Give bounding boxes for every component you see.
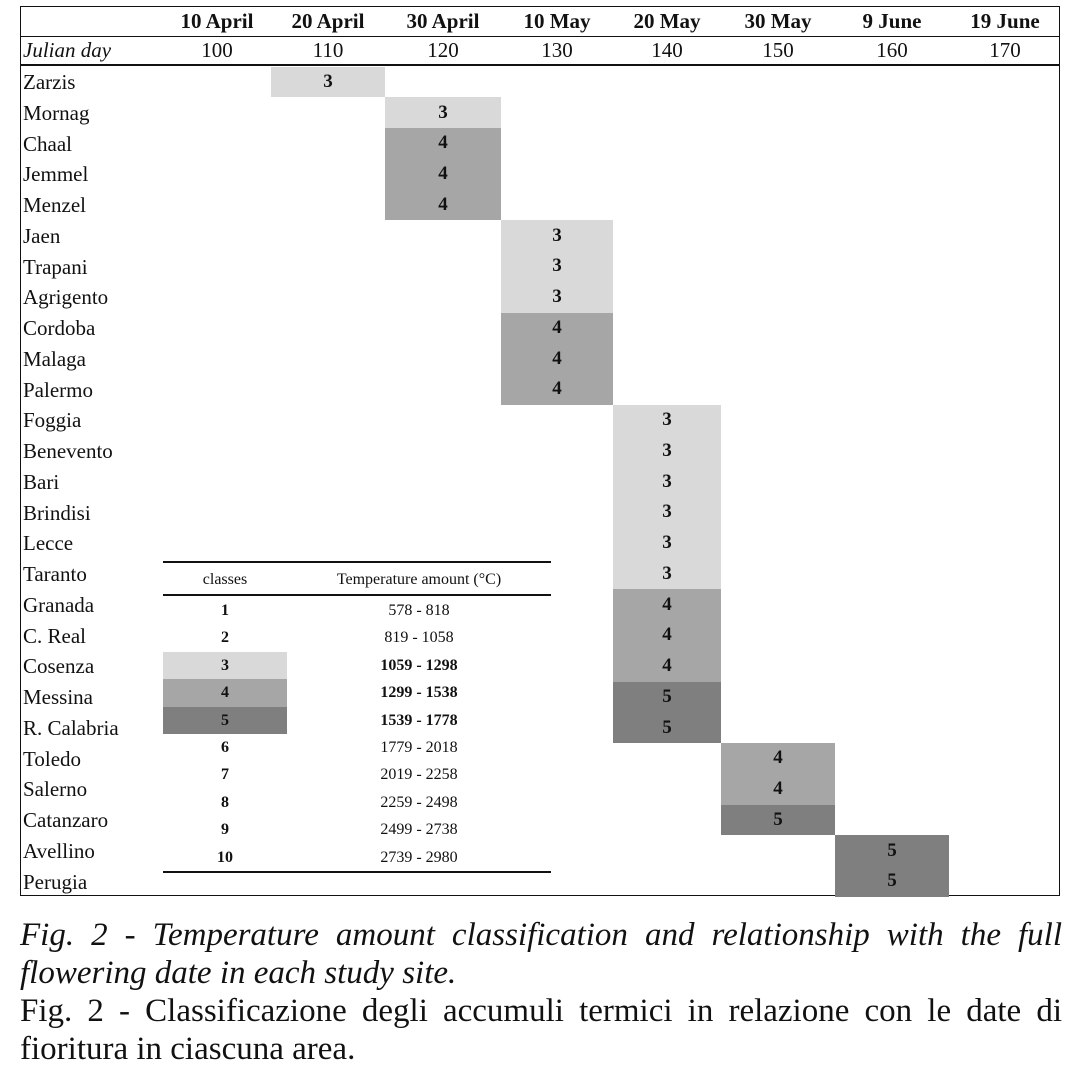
legend-row (163, 679, 551, 707)
site-name: R. Calabria (23, 715, 119, 740)
legend-class: 3 (163, 652, 287, 680)
caption-english: Fig. 2 - Temperature amount classification and relationship with the full flowering date in each study site. (20, 917, 1062, 991)
date-header: 20 April (291, 9, 365, 33)
julian-day-label: Julian day (23, 38, 112, 62)
class-cell: 4 (501, 313, 613, 344)
class-cell: 5 (721, 805, 835, 836)
class-cell: 5 (835, 866, 949, 897)
site-name: Cosenza (23, 654, 95, 679)
class-cell: 3 (613, 559, 721, 590)
class-cell: 3 (613, 405, 721, 436)
legend-col-classes: classes (202, 571, 248, 588)
class-cell: 3 (501, 220, 613, 251)
julian-day-value: 150 (762, 38, 794, 62)
legend-class: 10 (217, 848, 233, 866)
class-cell: 4 (501, 374, 613, 405)
legend-bottom-rule (163, 871, 551, 873)
class-cell: 3 (613, 497, 721, 528)
class-cell: 4 (385, 128, 501, 159)
date-header: 30 May (744, 9, 812, 33)
legend-range: 578 - 818 (388, 602, 450, 619)
legend-row (163, 734, 551, 762)
site-name: Avellino (23, 838, 95, 863)
legend-class: 9 (221, 821, 229, 839)
date-header: 10 May (523, 9, 591, 33)
class-cell: 3 (385, 97, 501, 128)
class-cell: 4 (721, 774, 835, 805)
date-header: 9 June (862, 9, 922, 33)
legend-top-rule (163, 561, 551, 563)
site-name: Malaga (23, 346, 86, 371)
site-name: Menzel (23, 193, 86, 217)
site-name: Benevento (23, 439, 113, 463)
legend-row (163, 816, 551, 844)
julian-day-value: 170 (989, 38, 1021, 62)
site-name: Jaen (23, 223, 61, 248)
site-name: Trapani (23, 254, 88, 279)
legend-row (163, 707, 551, 735)
site-name: Salerno (23, 777, 88, 802)
legend-range: 2499 - 2738 (380, 821, 458, 839)
figure-caption (20, 916, 1062, 1068)
site-name: Mornag (23, 100, 90, 125)
julian-day-value: 160 (876, 38, 908, 62)
legend-range: 1539 - 1778 (380, 711, 458, 729)
legend-row (163, 789, 551, 817)
julian-day-value: 140 (651, 38, 683, 62)
caption-italian: Fig. 2 - Classificazione degli accumuli termici in relazione con le date di fioritura in ciascuna area. (20, 993, 1062, 1067)
class-cell: 3 (613, 466, 721, 497)
legend-class: 1 (221, 602, 229, 619)
legend-class: 8 (221, 793, 229, 811)
site-name: Catanzaro (23, 808, 109, 832)
julian-day-value: 100 (201, 38, 233, 62)
class-cell: 4 (385, 190, 501, 221)
site-name: Jemmel (23, 162, 89, 187)
class-cell: 4 (613, 651, 721, 682)
legend-row (163, 844, 551, 872)
class-legend (163, 561, 551, 869)
legend-header-rule (163, 594, 551, 596)
date-header: 19 June (970, 9, 1040, 33)
class-cell: 3 (613, 436, 721, 467)
legend-col-temp: Temperature amount (°C) (336, 571, 502, 588)
legend-class: 5 (163, 707, 287, 735)
legend-class: 4 (163, 679, 287, 707)
legend-class: 7 (221, 766, 229, 784)
julian-day-value: 120 (427, 38, 459, 62)
class-cell: 4 (501, 343, 613, 374)
site-name: Lecce (23, 531, 74, 556)
site-name: Brindisi (23, 500, 91, 525)
date-header: 20 May (633, 9, 701, 33)
class-cell: 3 (501, 251, 613, 282)
class-cell: 5 (613, 682, 721, 713)
site-name: Messina (23, 685, 93, 709)
julian-day-value: 130 (541, 38, 573, 62)
legend-range: 1059 - 1298 (380, 656, 458, 674)
legend-row (163, 761, 551, 789)
site-name: Taranto (23, 562, 87, 586)
legend-class: 2 (221, 629, 229, 647)
class-cell: 4 (613, 589, 721, 620)
julian-rule (21, 64, 1059, 66)
class-cell: 3 (501, 282, 613, 313)
site-name: Foggia (23, 408, 82, 433)
legend-class: 6 (221, 739, 229, 756)
legend-range: 2739 - 2980 (380, 848, 458, 866)
date-header: 30 April (406, 9, 480, 33)
site-name: Zarzis (23, 70, 76, 94)
flowering-grid (20, 6, 1060, 896)
site-name: Agrigento (23, 285, 109, 310)
site-name: C. Real (23, 623, 86, 648)
legend-row (163, 652, 551, 680)
julian-day-value: 110 (312, 38, 344, 62)
class-cell: 4 (613, 620, 721, 651)
site-name: Cordoba (23, 316, 96, 340)
class-cell: 4 (721, 743, 835, 774)
class-cell: 5 (835, 835, 949, 866)
site-name: Chaal (23, 131, 72, 156)
legend-row (163, 597, 551, 625)
date-header: 10 April (180, 9, 254, 33)
legend-range: 2259 - 2498 (380, 793, 458, 811)
site-name: Perugia (23, 869, 88, 894)
site-name: Bari (23, 469, 60, 494)
class-cell: 3 (613, 528, 721, 559)
legend-range: 819 - 1058 (384, 629, 454, 647)
site-name: Palermo (23, 377, 93, 402)
legend-row (163, 624, 551, 652)
legend-range: 1299 - 1538 (380, 684, 458, 702)
site-name: Granada (23, 592, 95, 617)
class-cell: 4 (385, 159, 501, 190)
legend-range: 2019 - 2258 (380, 766, 458, 784)
legend-range: 1779 - 2018 (380, 739, 458, 756)
class-cell: 3 (271, 67, 385, 98)
site-name: Toledo (23, 746, 82, 771)
class-cell: 5 (613, 712, 721, 743)
